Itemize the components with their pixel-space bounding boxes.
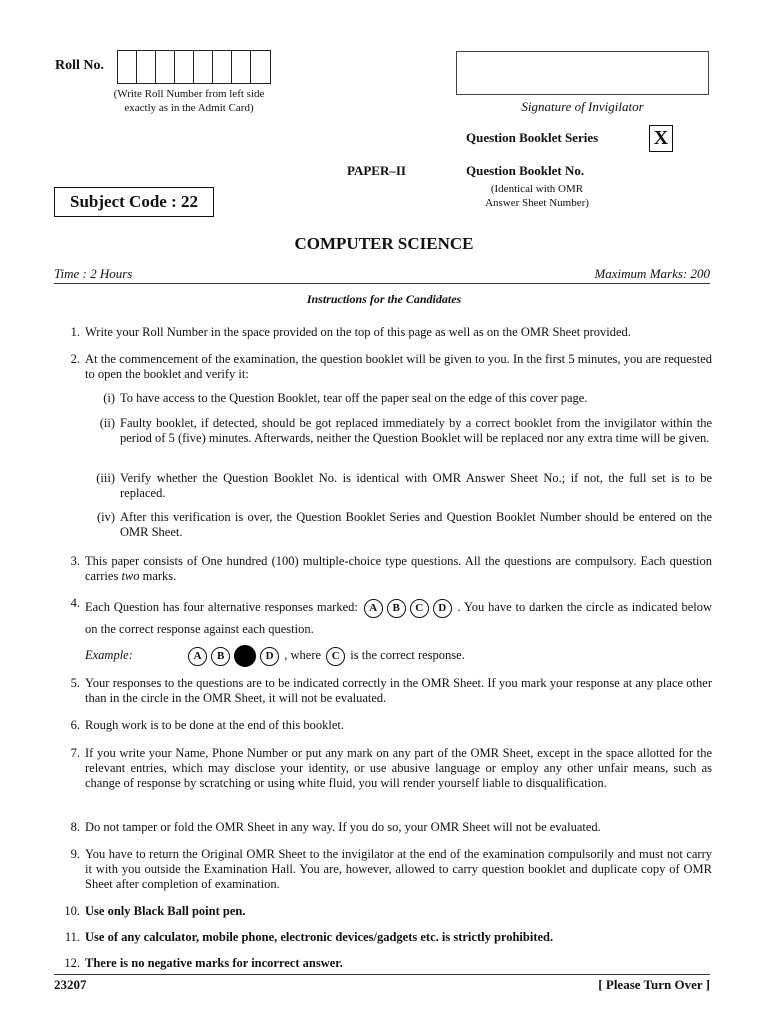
subitem-number: (ii) bbox=[99, 416, 115, 430]
roll-digit-box[interactable] bbox=[156, 51, 175, 83]
item-number: 1. bbox=[70, 325, 80, 339]
roll-number-label: Roll No. bbox=[55, 58, 104, 73]
instruction-item bbox=[54, 930, 712, 945]
item-text-a: This paper consists of One hundred (100) multiple-choice type questions. All the questions are compulsory. Each question carries bbox=[85, 554, 712, 583]
option-circle-d: D bbox=[433, 599, 452, 618]
item-text bbox=[85, 596, 712, 640]
exam-time: Time : 2 Hours bbox=[54, 266, 133, 281]
item-number: 2. bbox=[70, 352, 80, 366]
booklet-series-label: Question Booklet Series bbox=[466, 130, 599, 145]
instruction-subitem bbox=[85, 416, 712, 446]
item-number: 10. bbox=[64, 904, 80, 918]
booklet-note-line-1: (Identical with OMR bbox=[490, 183, 584, 195]
instruction-item bbox=[54, 352, 712, 382]
item-text: Use of any calculator, mobile phone, electronic devices/gadgets etc. is strictly prohibited. bbox=[85, 930, 554, 944]
booklet-code: 23207 bbox=[54, 977, 87, 992]
option-circle-b: B bbox=[387, 599, 406, 618]
item-number: 9. bbox=[70, 847, 80, 861]
item-text: You have to return the Original OMR Sheet to the invigilator at the end of the examination compulsorily and must not carry it with you outside the Examination Hall. You are, however, allowed to carry question booklet and duplicate copy of OMR Sheet after completion of examination. bbox=[85, 847, 712, 891]
maximum-marks: Maximum Marks: 200 bbox=[594, 266, 710, 281]
divider bbox=[54, 974, 710, 975]
item-number: 6. bbox=[70, 718, 80, 732]
item-number: 8. bbox=[70, 820, 80, 834]
example-circle-a: A bbox=[188, 647, 207, 666]
instruction-item bbox=[54, 718, 712, 733]
instruction-item bbox=[54, 746, 712, 791]
subitem-text: Faulty booklet, if detected, should be got replaced immediately by a correct booklet from the invigilator within the period of 5 (five) minutes. Afterwards, neither the Question Booklet will be replaced nor any extra time will be given. bbox=[120, 416, 712, 445]
instruction-item bbox=[54, 325, 712, 340]
item-text-b: marks. bbox=[139, 569, 177, 583]
subitem-text: Verify whether the Question Booklet No. is identical with OMR Answer Sheet No.; if not, the full set is to be replaced. bbox=[120, 471, 712, 500]
item-text: Use only Black Ball point pen. bbox=[85, 904, 246, 918]
item-number: 3. bbox=[70, 554, 80, 568]
instruction-item bbox=[54, 676, 712, 706]
roll-digit-box[interactable] bbox=[118, 51, 137, 83]
item-text: Your responses to the questions are to be indicated correctly in the OMR Sheet. If you mark your response at any place other than in the circle in the OMR Sheet, it will not be evaluated. bbox=[85, 676, 712, 705]
example-end-text: is the correct response. bbox=[350, 648, 465, 662]
item-text-b: . You have to darken the circle as indicated below on the correct response against each question. bbox=[85, 600, 712, 636]
subitem-text: After this verification is over, the Question Booklet Series and Question Booklet Number should be entered on the OMR Sheet. bbox=[120, 510, 712, 539]
item-text: There is no negative marks for incorrect answer. bbox=[85, 956, 343, 970]
item-text: Write your Roll Number in the space provided on the top of this page as well as on the OMR Sheet provided. bbox=[85, 325, 631, 339]
booklet-number-label: Question Booklet No. bbox=[466, 163, 585, 178]
option-circle-a: A bbox=[364, 599, 383, 618]
example-mid-text: , where bbox=[284, 648, 322, 662]
item-text-a: Each Question has four alternative responses marked: bbox=[85, 600, 358, 614]
example-circle-b: B bbox=[211, 647, 230, 666]
instruction-item bbox=[54, 847, 712, 892]
invigilator-signature-box[interactable] bbox=[456, 51, 709, 95]
paper-label: PAPER–II bbox=[347, 163, 406, 178]
example-correct-circle: C bbox=[326, 647, 345, 666]
answer-example bbox=[85, 644, 465, 667]
subitem-number: (iv) bbox=[96, 510, 115, 524]
please-turn-over: [ Please Turn Over ] bbox=[598, 977, 710, 992]
roll-digit-box[interactable] bbox=[194, 51, 213, 83]
item-text: Rough work is to be done at the end of this booklet. bbox=[85, 718, 344, 732]
item-text: If you write your Name, Phone Number or put any mark on any part of the OMR Sheet, except in the space allotted for the relevant entries, which may disclose your identity, or use abusive language or employ any other unfair means, such as change of response by scratching or using white fluid, you will render yourself liable to disqualification. bbox=[85, 746, 712, 790]
invigilator-signature-label: Signature of Invigilator bbox=[521, 99, 644, 114]
instruction-item bbox=[54, 596, 712, 640]
subject-code: Subject Code : 22 bbox=[54, 187, 214, 217]
item-text bbox=[85, 554, 712, 584]
item-number: 5. bbox=[70, 676, 80, 690]
roll-note-line-1: (Write Roll Number from left side bbox=[113, 88, 265, 100]
instruction-item bbox=[54, 820, 712, 835]
instruction-item bbox=[54, 956, 712, 971]
roll-note-line-2: exactly as in the Admit Card) bbox=[124, 102, 254, 114]
roll-number-note bbox=[96, 87, 282, 115]
item-number: 11. bbox=[64, 930, 80, 944]
item-number: 7. bbox=[70, 746, 80, 760]
item-text: At the commencement of the examination, the question booklet will be given to you. In the first 5 minutes, you are requested to open the booklet and verify it: bbox=[85, 352, 712, 381]
item-number: 12. bbox=[64, 956, 80, 970]
subitem-number: (i) bbox=[103, 391, 115, 405]
item-text-emphasis: two bbox=[121, 569, 140, 583]
subitem-number: (iii) bbox=[96, 471, 115, 485]
booklet-series-value: X bbox=[649, 125, 673, 152]
roll-digit-box[interactable] bbox=[251, 51, 270, 83]
booklet-note-line-2: Answer Sheet Number) bbox=[485, 197, 589, 209]
roll-digit-box[interactable] bbox=[213, 51, 232, 83]
subitem-text: To have access to the Question Booklet, tear off the paper seal on the edge of this cover page. bbox=[120, 391, 588, 405]
roll-digit-box[interactable] bbox=[137, 51, 156, 83]
divider bbox=[54, 283, 710, 284]
item-number: 4. bbox=[70, 596, 80, 610]
example-label: Example: bbox=[85, 648, 133, 662]
roll-digit-box[interactable] bbox=[232, 51, 251, 83]
instructions-title: Instructions for the Candidates bbox=[306, 292, 462, 306]
instruction-item bbox=[54, 554, 712, 584]
roll-number-boxes[interactable] bbox=[117, 50, 271, 84]
option-circle-c: C bbox=[410, 599, 429, 618]
example-circle-d: D bbox=[260, 647, 279, 666]
instruction-subitem bbox=[85, 471, 712, 501]
roll-digit-box[interactable] bbox=[175, 51, 194, 83]
instruction-subitem bbox=[85, 510, 712, 540]
page-title: COMPUTER SCIENCE bbox=[294, 234, 474, 253]
example-circle-c-filled bbox=[234, 645, 256, 667]
instruction-subitem bbox=[85, 391, 712, 406]
booklet-number-note bbox=[468, 182, 606, 210]
item-text: Do not tamper or fold the OMR Sheet in any way. If you do so, your OMR Sheet will not be evaluated. bbox=[85, 820, 601, 834]
instruction-item bbox=[54, 904, 712, 919]
